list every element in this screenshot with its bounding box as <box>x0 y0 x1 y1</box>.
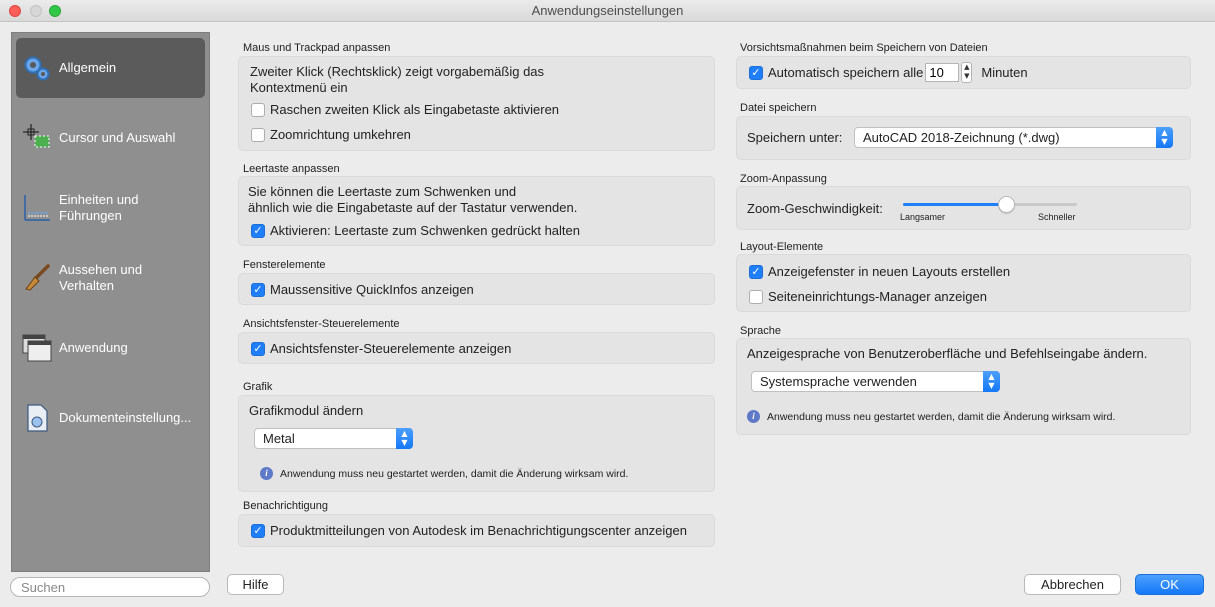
checkbox[interactable] <box>251 224 265 238</box>
speichern-unter-label: Speichern unter: <box>747 130 843 145</box>
chevron-updown-icon: ▲ ▼ <box>983 371 1000 392</box>
autosave-checkbox[interactable] <box>749 66 763 80</box>
section-title-grafik: Grafik <box>243 381 273 393</box>
sprache-info <box>747 410 1115 423</box>
checkbox[interactable] <box>251 103 265 117</box>
option-label: Seiteneinrichtungs-Manager anzeigen <box>768 289 987 304</box>
section-title-vorsicht: Vorsichtsmaßnahmen beim Speichern von Dateien <box>740 42 988 54</box>
close-window-button[interactable] <box>9 5 21 17</box>
search-input[interactable] <box>10 577 210 597</box>
section-title-layout: Layout-Elemente <box>740 241 824 253</box>
minimize-window-button[interactable] <box>30 5 42 17</box>
zoom-slider[interactable] <box>903 203 1077 206</box>
option-label: Zoomrichtung umkehren <box>270 127 411 142</box>
checkbox[interactable] <box>749 290 763 304</box>
checkbox[interactable] <box>251 524 265 538</box>
maus-description: Zweiter Klick (Rechtsklick) zeigt vorgabemäßig das Kontextmenü ein <box>250 64 545 95</box>
sidebar-item-label: Anwendung <box>59 340 128 355</box>
option-seiteneinrichtung[interactable] <box>749 289 987 304</box>
option-quickinfos[interactable] <box>251 282 474 297</box>
chevron-updown-icon: ▲ ▼ <box>396 428 413 449</box>
sidebar <box>11 32 210 572</box>
zoom-min-label: Langsamer <box>900 212 946 222</box>
section-title-zoom: Zoom-Anpassung <box>740 173 827 185</box>
section-title-fensterelemente: Fensterelemente <box>243 259 326 271</box>
option-anzeigefenster-layouts[interactable] <box>749 264 1010 279</box>
sidebar-item-anwendung[interactable] <box>16 318 205 378</box>
select-value: Metal <box>263 431 295 446</box>
section-title-ansichtsfenster: Ansichtsfenster-Steuerelemente <box>243 318 400 330</box>
speichern-unter-select[interactable] <box>854 127 1173 148</box>
select-value: AutoCAD 2018-Zeichnung (*.dwg) <box>863 130 1060 145</box>
info-text: Anwendung muss neu gestartet werden, damit die Änderung wirksam wird. <box>280 467 629 480</box>
info-icon: i <box>747 410 760 423</box>
grafikmodul-select[interactable] <box>254 428 413 449</box>
option-ansichtsfenster[interactable] <box>251 341 511 356</box>
unit-label: Minuten <box>981 65 1028 80</box>
select-value: Systemsprache verwenden <box>760 374 917 389</box>
cancel-button[interactable]: Abbrechen <box>1024 574 1121 595</box>
section-title-benachrichtigung: Benachrichtigung <box>243 500 329 512</box>
maximize-window-button[interactable] <box>49 5 61 17</box>
paintbrush-icon <box>22 263 52 293</box>
zoom-label: Zoom-Geschwindigkeit: <box>747 201 883 216</box>
windows-icon <box>22 333 52 363</box>
info-icon: i <box>260 467 273 480</box>
sprache-select[interactable] <box>751 371 1000 392</box>
option-rascher-zweiter-klick[interactable] <box>251 102 559 117</box>
help-button[interactable]: Hilfe <box>227 574 284 595</box>
autosave-minutes-input[interactable] <box>925 63 959 82</box>
zoom-slider-fill <box>903 203 1007 206</box>
option-label: Maussensitive QuickInfos anzeigen <box>270 282 474 297</box>
option-label: Anzeigefenster in neuen Layouts erstellen <box>768 264 1011 279</box>
sprache-label: Anzeigesprache von Benutzeroberfläche und Befehlseingabe ändern. <box>747 346 1148 361</box>
autosave-stepper[interactable]: ▲ ▼ <box>961 62 972 83</box>
sidebar-item-einheiten[interactable] <box>16 178 205 238</box>
crosshair-selection-icon <box>22 123 52 153</box>
sidebar-item-label: Allgemein <box>59 60 117 75</box>
units-icon <box>22 193 52 223</box>
checkbox[interactable] <box>251 128 265 142</box>
sidebar-item-dokumenteinstellungen[interactable] <box>16 388 205 448</box>
option-label: Aktivieren: Leertaste zum Schwenken gedrückt halten <box>270 223 581 238</box>
grafik-label: Grafikmodul ändern <box>249 403 364 418</box>
option-leertaste-schwenken[interactable] <box>251 223 580 238</box>
checkbox[interactable] <box>251 342 265 356</box>
sidebar-item-label: Dokumenteinstellung... <box>59 410 192 425</box>
ok-button[interactable]: OK <box>1135 574 1204 595</box>
checkbox[interactable] <box>749 265 763 279</box>
option-label: Produktmitteilungen von Autodesk im Benachrichtigungscenter anzeigen <box>270 523 687 538</box>
sidebar-item-label: Einheiten und Führungen <box>59 192 139 223</box>
option-label: Automatisch speichern alle <box>768 65 924 80</box>
title-bar <box>0 0 1215 22</box>
chevron-updown-icon: ▲ ▼ <box>1156 127 1173 148</box>
document-icon <box>22 403 52 433</box>
window-title: Anwendungseinstellungen <box>531 3 684 18</box>
option-label: Raschen zweiten Klick als Eingabetaste aktivieren <box>270 102 560 117</box>
info-text: Anwendung muss neu gestartet werden, damit die Änderung wirksam wird. <box>767 410 1116 423</box>
section-title-leertaste: Leertaste anpassen <box>243 163 340 175</box>
leertaste-description: Sie können die Leertaste zum Schwenken und ähnlich wie die Eingabetaste auf der Tastatur verwenden. <box>248 184 578 215</box>
checkbox[interactable] <box>251 283 265 297</box>
section-title-datei: Datei speichern <box>740 102 817 114</box>
option-autosave <box>749 62 1028 83</box>
option-label: Ansichtsfenster-Steuerelemente anzeigen <box>270 341 512 356</box>
section-title-sprache: Sprache <box>740 325 781 337</box>
option-produktmitteilungen[interactable] <box>251 523 687 538</box>
sidebar-item-cursor[interactable] <box>16 108 205 168</box>
zoom-max-label: Schneller <box>1038 212 1076 222</box>
sidebar-item-label: Cursor und Auswahl <box>59 130 176 145</box>
grafik-info <box>260 467 628 480</box>
sidebar-item-aussehen[interactable] <box>16 248 205 308</box>
sidebar-item-allgemein[interactable] <box>16 38 205 98</box>
sidebar-item-label: Aussehen und Verhalten <box>59 262 143 293</box>
gears-icon <box>22 53 52 83</box>
section-title-maus: Maus und Trackpad anpassen <box>243 42 391 54</box>
option-zoomrichtung[interactable] <box>251 127 411 142</box>
